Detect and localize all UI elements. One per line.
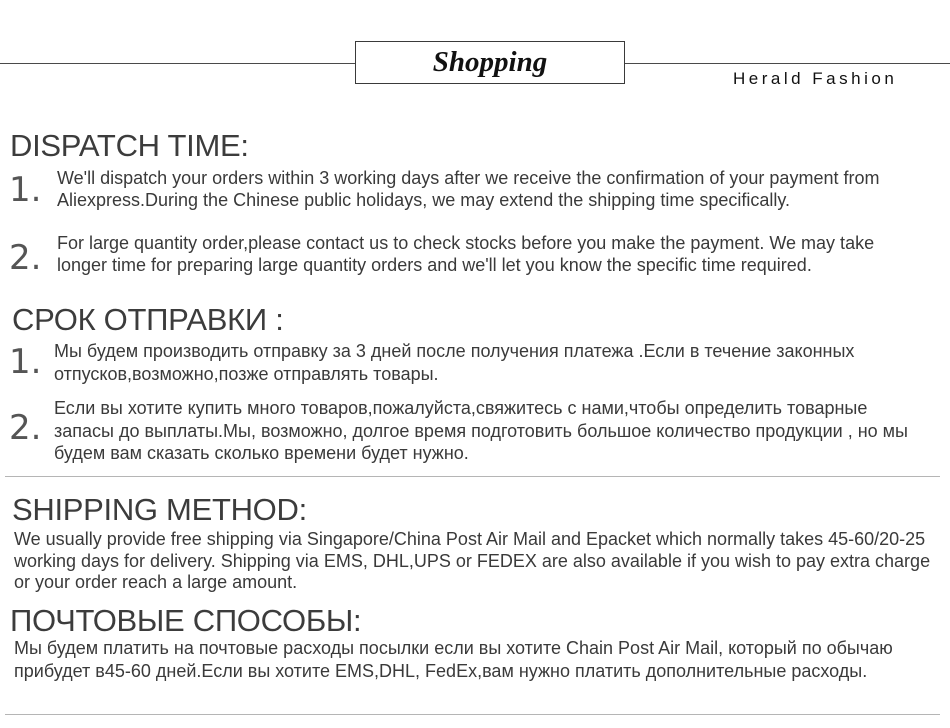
section-divider-1 [5, 476, 940, 477]
shipping-en-text: We usually provide free shipping via Singapore/China Post Air Mail and Epacket which normally takes 45-60/20-25 working days for delivery. Shipping via EMS, DHL,UPS or FEDEX are also available if you wish to pay extra charge or your order reach a large amount. [14, 529, 931, 592]
section-divider-2 [5, 714, 940, 715]
shipping-ru-text: Мы будем платить на почтовые расходы посылки если вы хотите Chain Post Air Mail, который по обычаю прибудет в45-60 дней.Если вы хотите EMS,DHL, FedEx,вам нужно платить дополнительные расходы. [14, 638, 893, 681]
header-rule-left [0, 63, 355, 64]
dispatch-en-item-1-text: We'll dispatch your orders within 3 working days after we receive the confirmation of your payment from Aliexpress.During the Chinese public holidays, we may extend the shipping time specifically. [57, 168, 880, 210]
header-rule-right [625, 63, 950, 64]
dispatch-ru-item-1-text: Мы будем производить отправку за 3 дней после получения платежа .Если в течение законных отпусков,возможно,позже отправлять товары. [54, 341, 855, 384]
brand-name: Herald Fashion [733, 69, 898, 88]
dispatch-ru-item-1-number: 1. [9, 342, 42, 382]
dispatch-en-heading: DISPATCH TIME: [10, 128, 249, 163]
dispatch-en-item-2-text: For large quantity order,please contact us to check stocks before you make the payment. We may take longer time for preparing large quantity orders and we'll let you know the specific time required. [57, 233, 875, 275]
dispatch-ru-item-2-number: 2. [9, 408, 42, 448]
page-title: Shopping [355, 41, 625, 84]
dispatch-ru-heading: СРОК ОТПРАВКИ : [12, 302, 284, 337]
shipping-en-heading: SHIPPING METHOD: [12, 492, 307, 527]
dispatch-en-item-1-number: 1. [9, 170, 42, 210]
dispatch-ru-item-2-text: Если вы хотите купить много товаров,пожалуйста,свяжитесь с нами,чтобы определить товарные запасы до выплаты.Мы, возможно, долгое время подготовить большое количество продукции , но мы будем вам сказать сколько времени будет нужно. [54, 398, 908, 463]
shipping-ru-heading: ПОЧТОВЫЕ СПОСОБЫ: [10, 603, 362, 638]
dispatch-en-item-2-number: 2. [9, 238, 42, 278]
